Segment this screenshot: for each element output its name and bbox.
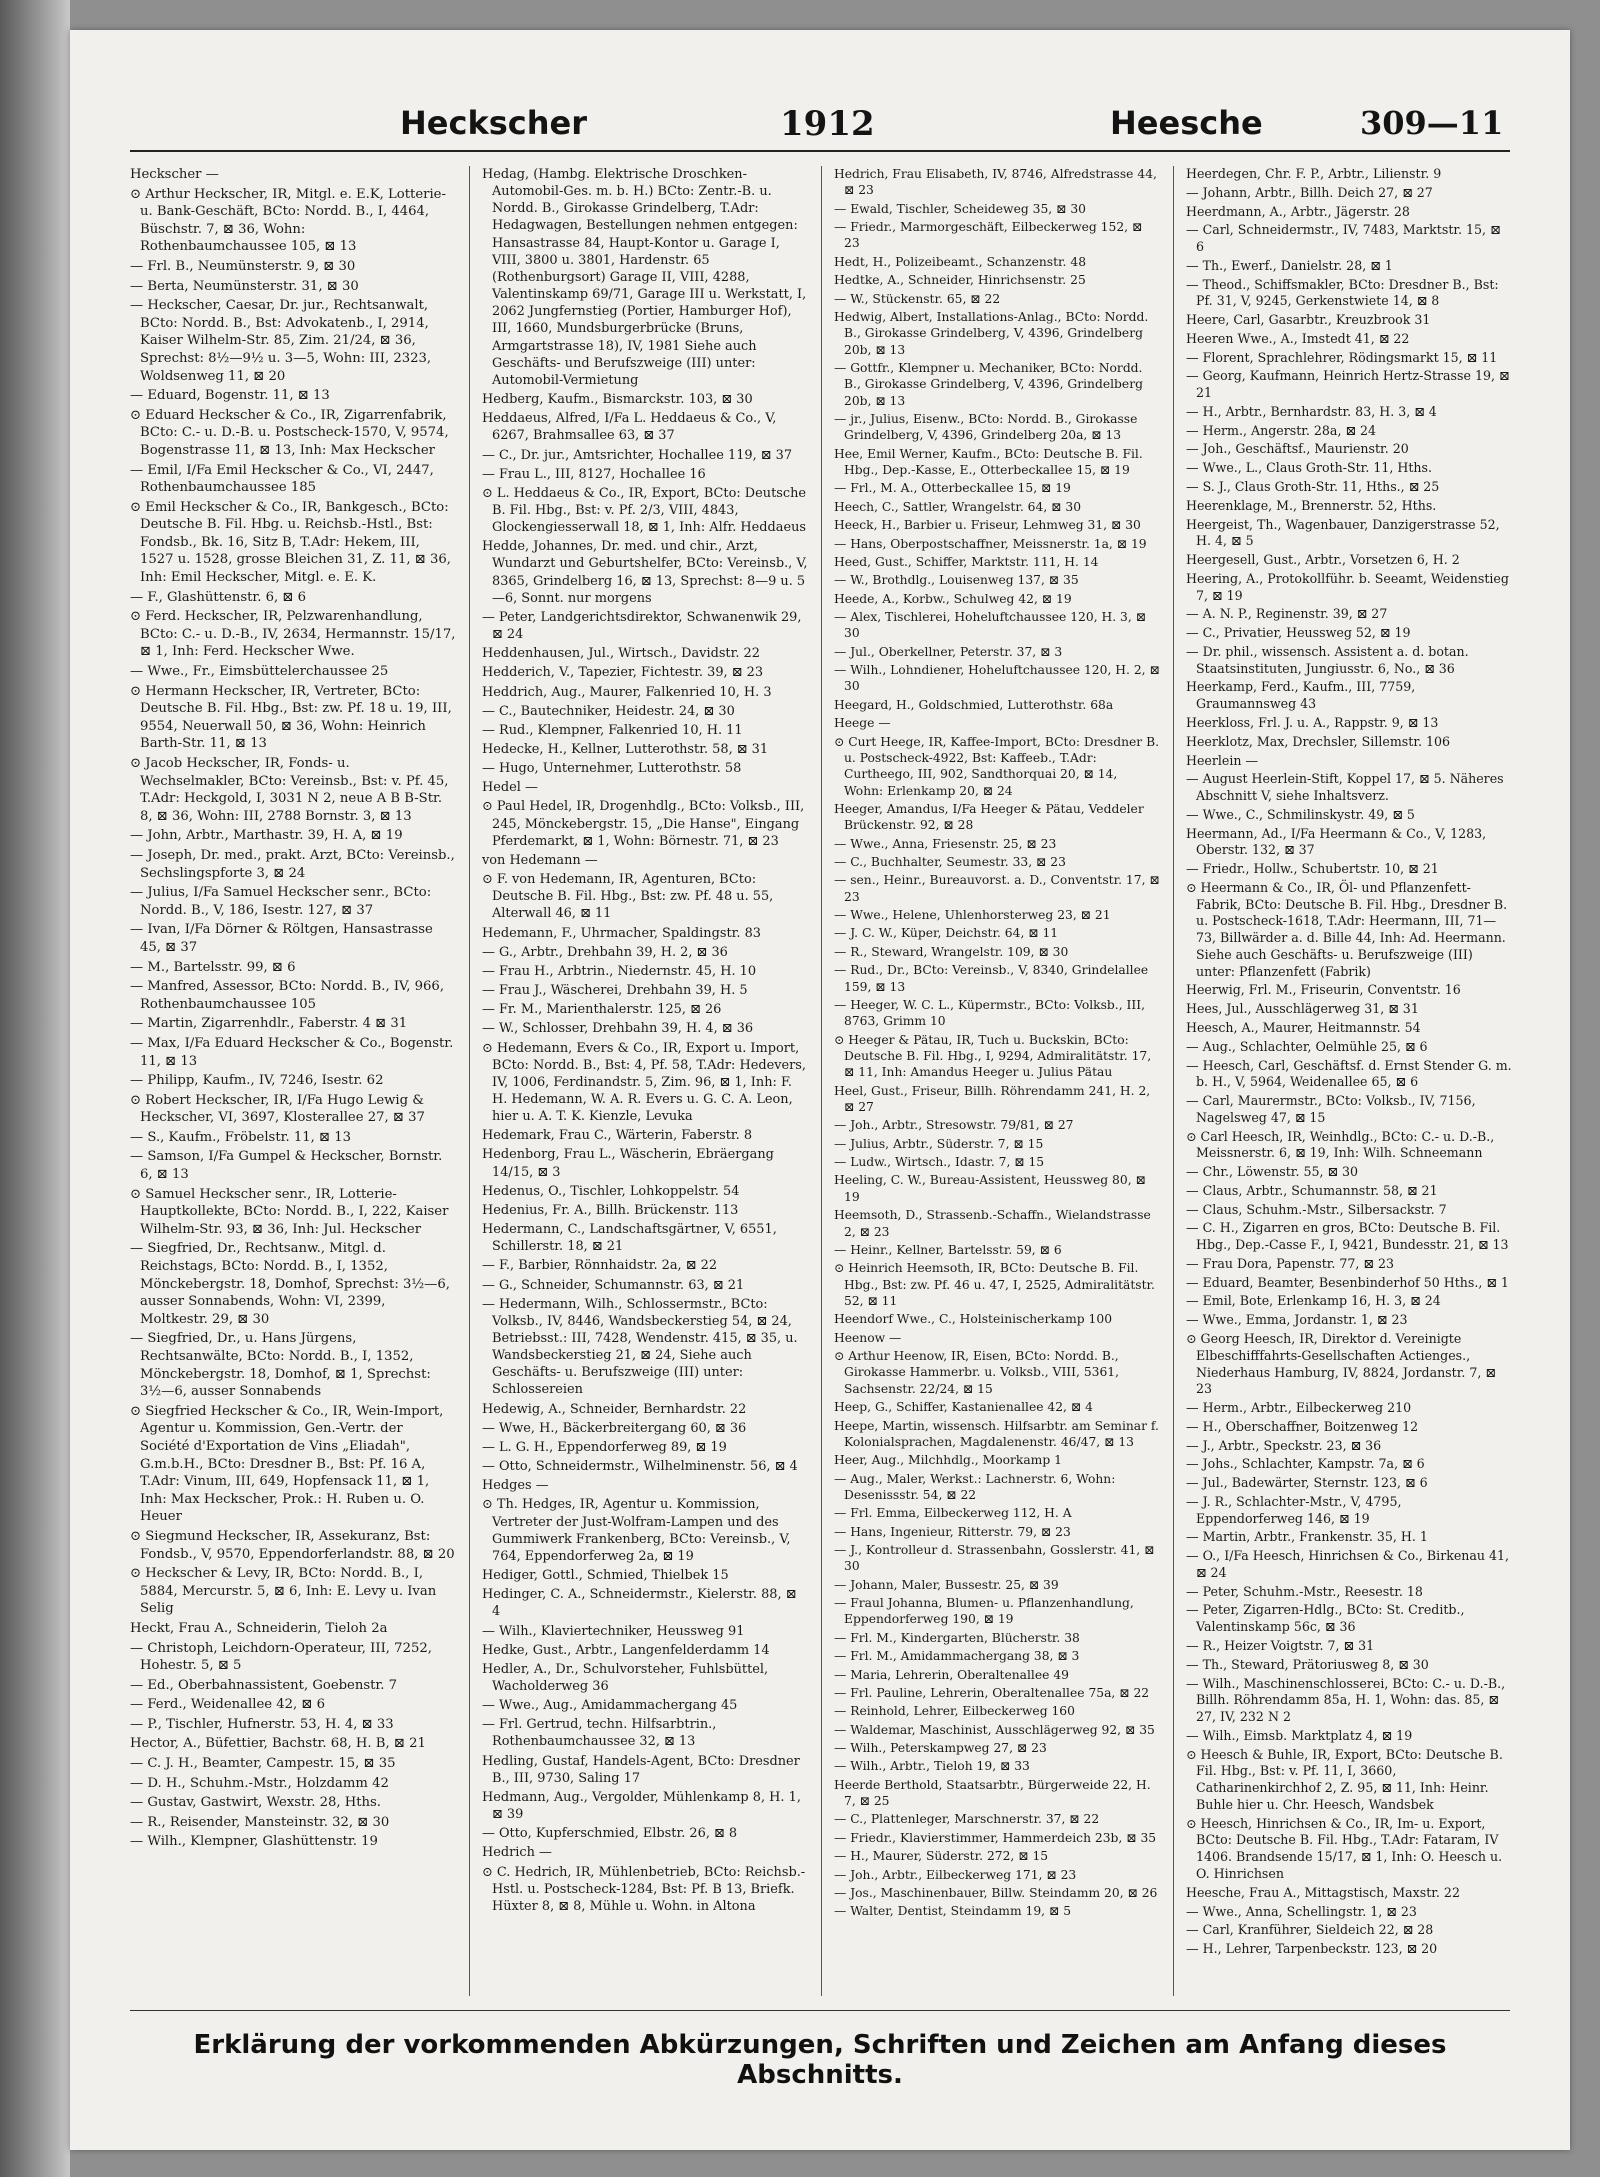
column-3 bbox=[834, 166, 1160, 1996]
directory-entry: — C., Privatier, Heussweg 52, ⊠ 19 bbox=[1186, 625, 1411, 641]
directory-entry: Hedewig, A., Schneider, Bernhardstr. 22 bbox=[482, 1401, 747, 1417]
directory-entry: Hedke, Gust., Arbtr., Langenfelderdamm 14 bbox=[482, 1642, 770, 1658]
directory-entry: Heerkamp, Ferd., Kaufm., III, 7759, Graumannsweg 43 bbox=[1186, 679, 1416, 712]
directory-entry: Heech, C., Sattler, Wrangelstr. 64, ⊠ 30 bbox=[834, 499, 1082, 514]
directory-entry: — Heeger, W. C. L., Küpermstr., BCto: Volksb., III, 8763, Grimm 10 bbox=[834, 997, 1145, 1029]
directory-entry: Heddenhausen, Jul., Wirtsch., Davidstr. 22 bbox=[482, 646, 760, 662]
directory-entry: — C., Buchhalter, Seumestr. 33, ⊠ 23 bbox=[834, 855, 1066, 870]
directory-entry: ⊙ Curt Heege, IR, Kaffee-Import, BCto: Dresdner B. u. Postscheck-4922, Bst: Kaffeeb., T.Adr: Curtheego, III, 902, Sandthorquai 20, ⊠ 14, Wohn: Erlenkamp 20, ⊠ 24 bbox=[834, 734, 1160, 798]
directory-entry: Heere, Carl, Gasarbtr., Kreuzbrook 31 bbox=[1186, 312, 1431, 328]
directory-entry: Hedmann, Aug., Vergolder, Mühlenkamp 8, H. 1, ⊠ 39 bbox=[482, 1789, 801, 1823]
directory-entry: — John, Arbtr., Marthastr. 39, H. A, ⊠ 19 bbox=[130, 828, 403, 844]
directory-entry: — F., Barbier, Rönnhaidstr. 2a, ⊠ 22 bbox=[482, 1258, 718, 1274]
directory-entry: — Frl. Pauline, Lehrerin, Oberaltenallee 75a, ⊠ 22 bbox=[834, 1685, 1150, 1700]
directory-entry: — Martin, Zigarrenhdlr., Faberstr. 4 ⊠ 31 bbox=[130, 1016, 408, 1032]
directory-entry: — J., Arbtr., Speckstr. 23, ⊠ 36 bbox=[1186, 1437, 1382, 1453]
directory-entry: Heel, Gust., Friseur, Billh. Röhrendamm 241, H. 2, ⊠ 27 bbox=[834, 1083, 1151, 1115]
directory-entry: — sen., Heinr., Bureauvorst. a. D., Conventstr. 17, ⊠ 23 bbox=[834, 873, 1160, 904]
directory-entry: — Frau L., III, 8127, Hochallee 16 bbox=[482, 466, 706, 482]
directory-entry: ⊙ Emil Heckscher & Co., IR, Bankgesch., BCto: Deutsche B. Fil. Hbg. u. Reichsb.-Hstl., Bst: Fondsb., Bk. 16, Sitz B, T.Adr: Hekem, III, 1527 u. 1528, grosse Bleichen 31, Z. 11, ⊠ 36, Inh: Emil Heckscher, Mitgl. e. E. K. bbox=[130, 499, 451, 586]
directory-entry: Heeck, H., Barbier u. Friseur, Lehmweg 31, ⊠ 30 bbox=[834, 518, 1141, 533]
directory-entry: — Hans, Ingenieur, Ritterstr. 79, ⊠ 23 bbox=[834, 1524, 1071, 1539]
directory-entry: — Fraul Johanna, Blumen- u. Pflanzenhandlung, Eppendorferweg 190, ⊠ 19 bbox=[834, 1596, 1134, 1627]
directory-entry: Heering, A., Protokollführ. b. Seeamt, Weidenstieg 7, ⊠ 19 bbox=[1186, 570, 1509, 603]
directory-entry: Heemsoth, D., Strassenb.-Schaffn., Wielandstrasse 2, ⊠ 23 bbox=[834, 1208, 1151, 1239]
header-left-keyword: Heckscher bbox=[400, 104, 588, 142]
directory-entry: Heesche, Frau A., Mittagstisch, Maxstr. 22 bbox=[1186, 1884, 1460, 1900]
directory-entry: Hedemark, Frau C., Wärterin, Faberstr. 8 bbox=[482, 1128, 753, 1144]
directory-entry: — H., Maurer, Süderstr. 272, ⊠ 15 bbox=[834, 1849, 1049, 1864]
directory-entry: — G., Schneider, Schumannstr. 63, ⊠ 21 bbox=[482, 1277, 745, 1293]
directory-entry: — Heckscher, Caesar, Dr. jur., Rechtsanwalt, BCto: Nordd. B., Bst: Advokatenb., I, 2914, Kaiser Wilhelm-Str. 85, Zim. 21/24, ⊠ 36, Sprechst: 8½—9½ u. 3—5, Wohn: III, 2323, Woldsenweg 11, ⊠ 20 bbox=[130, 298, 432, 384]
directory-entry: ⊙ Heesch, Hinrichsen & Co., IR, Im- u. Export, BCto: Deutsche B. Fil. Hbg., T.Adr: Fataram, IV 1406. Brandsende 15/17, ⊠ 1, Inh: O. Heesch u. O. Hinrichsen bbox=[1186, 1815, 1503, 1881]
directory-entry: — C., Bautechniker, Heidestr. 24, ⊠ 30 bbox=[482, 703, 735, 719]
directory-entry: — Frl. Gertrud, techn. Hilfsarbtrin., Rothenbaumchaussee 32, ⊠ 13 bbox=[482, 1717, 717, 1750]
column-4 bbox=[1186, 166, 1512, 1996]
directory-entry: — Wwe., Fr., Eimsbüttelerchaussee 25 bbox=[130, 664, 389, 680]
directory-entry: — Julius, Arbtr., Süderstr. 7, ⊠ 15 bbox=[834, 1136, 1044, 1151]
directory-entry: — Wilh., Klempner, Glashüttenstr. 19 bbox=[130, 1834, 378, 1850]
directory-entry: Heerdegen, Chr. F. P., Arbtr., Lilienstr. 9 bbox=[1186, 166, 1442, 181]
directory-entry: — Wilh., Lohndiener, Hoheluftchaussee 120, H. 2, ⊠ 30 bbox=[834, 663, 1160, 694]
directory-entry: — R., Reisender, Mansteinstr. 32, ⊠ 30 bbox=[130, 1814, 390, 1830]
directory-entry: — H., Oberschaffner, Boitzenweg 12 bbox=[1186, 1418, 1419, 1434]
directory-entry: — Friedr., Hollw., Schubertstr. 10, ⊠ 21 bbox=[1186, 861, 1439, 877]
directory-entry: — Wwe., L., Claus Groth-Str. 11, Hths. bbox=[1186, 460, 1432, 476]
directory-entry: Hedenborg, Frau L., Wäscherin, Ebräergang 14/15, ⊠ 3 bbox=[482, 1147, 774, 1180]
directory-entry: Heeren Wwe., A., Imstedt 41, ⊠ 22 bbox=[1186, 330, 1410, 346]
directory-entry: Hedler, A., Dr., Schulvorsteher, Fuhlsbüttel, Wacholderweg 36 bbox=[482, 1661, 769, 1694]
directory-entry: — jr., Julius, Eisenw., BCto: Nordd. B., Girokasse Grindelberg, V, 4396, Grindelberg 20a, ⊠ 13 bbox=[834, 412, 1138, 443]
directory-entry: ⊙ Siegmund Heckscher, IR, Assekuranz, Bst: Fondsb., V, 9570, Eppendorferlandstr. 88, ⊠ 20 bbox=[130, 1528, 455, 1562]
directory-entry: — H., Arbtr., Bernhardstr. 83, H. 3, ⊠ 4 bbox=[1186, 403, 1437, 419]
directory-entry: — Carl, Kranführer, Sieldeich 22, ⊠ 28 bbox=[1186, 1922, 1434, 1938]
directory-entry: ⊙ Heckscher & Levy, IR, BCto: Nordd. B., I, 5884, Mercurstr. 5, ⊠ 6, Inh: E. Levy u. Ivan Selig bbox=[130, 1566, 437, 1617]
directory-entry: — J., Kontrolleur d. Strassenbahn, Gosslerstr. 41, ⊠ 30 bbox=[834, 1543, 1155, 1574]
directory-entry: ⊙ Carl Heesch, IR, Weinhdlg., BCto: C.- u. D.-B., Meissnerstr. 6, ⊠ 19, Inh: Wilh. Schneemann bbox=[1186, 1128, 1495, 1161]
directory-entry: — Florent, Sprachlehrer, Rödingsmarkt 15, ⊠ 11 bbox=[1186, 349, 1498, 365]
directory-entry: — L. G. H., Eppendorferweg 89, ⊠ 19 bbox=[482, 1439, 727, 1455]
directory-entry: — Manfred, Assessor, BCto: Nordd. B., IV, 966, Rothenbaumchaussee 105 bbox=[130, 979, 445, 1012]
directory-entry: — D. H., Schuhm.-Mstr., Holzdamm 42 bbox=[130, 1775, 389, 1791]
directory-entry: — R., Heizer Voigtstr. 7, ⊠ 31 bbox=[1186, 1638, 1375, 1654]
directory-entry: — Reinhold, Lehrer, Eilbeckerweg 160 bbox=[834, 1704, 1075, 1719]
directory-entry: — Aug., Schlachter, Oelmühle 25, ⊠ 6 bbox=[1186, 1038, 1428, 1054]
directory-entry: — Johann, Arbtr., Billh. Deich 27, ⊠ 27 bbox=[1186, 184, 1433, 200]
directory-entry: Hedderich, V., Tapezier, Fichtestr. 39, ⊠ 23 bbox=[482, 665, 764, 681]
directory-entry: — Frl. M., Kindergarten, Blücherstr. 38 bbox=[834, 1630, 1080, 1645]
directory-entry: — W., Stückenstr. 65, ⊠ 22 bbox=[834, 291, 1001, 306]
directory-entry: Hedrich, Frau Elisabeth, IV, 8746, Alfredstrasse 44, ⊠ 23 bbox=[834, 167, 1157, 198]
directory-entry: — Maria, Lehrerin, Oberaltenallee 49 bbox=[834, 1667, 1069, 1682]
directory-entry: — Th., Steward, Prätoriusweg 8, ⊠ 30 bbox=[1186, 1656, 1429, 1672]
directory-entry: Heerwig, Frl. M., Friseurin, Conventstr. 16 bbox=[1186, 982, 1461, 998]
directory-entry: — Hedermann, Wilh., Schlossermstr., BCto: Volksb., IV, 8446, Wandsbeckerstieg 54, ⊠ 24, Betriebsst.: III, 7428, Wendenstr. 415, ⊠ 35, u. Wandsbeckerstieg 21, ⊠ 24, Siehe auch Geschäfts- u. Berufszweige (III) unter: Schlossereien bbox=[482, 1296, 798, 1398]
directory-entry: — Wilh., Eimsb. Marktplatz 4, ⊠ 19 bbox=[1186, 1727, 1413, 1743]
directory-entry: Heerdmann, A., Arbtr., Jägerstr. 28 bbox=[1186, 203, 1410, 219]
directory-entry: — Ewald, Tischler, Scheideweg 35, ⊠ 30 bbox=[834, 201, 1086, 216]
directory-entry: ⊙ L. Heddaeus & Co., IR, Export, BCto: Deutsche B. Fil. Hbg., Bst: v. Pf. 2/3, VIII, 4843, Glockengiesserwall 18, ⊠ 1, Inh: Alfr. Heddaeus bbox=[482, 485, 807, 536]
directory-entry: Heede, A., Korbw., Schulweg 42, ⊠ 19 bbox=[834, 591, 1072, 606]
directory-entry: — Wilh., Klaviertechniker, Heussweg 91 bbox=[482, 1623, 745, 1639]
directory-entry: — Emil, I/Fa Emil Heckscher & Co., VI, 2447, Rothenbaumchaussee 185 bbox=[130, 462, 434, 496]
directory-entry: — Frl. M., Amidammachergang 38, ⊠ 3 bbox=[834, 1649, 1080, 1664]
directory-entry: Heepe, Martin, wissensch. Hilfsarbtr. am Seminar f. Kolonialsprachen, Magdalenenstr. 46/47, ⊠ 13 bbox=[834, 1418, 1159, 1449]
directory-entry: — Claus, Schuhm.-Mstr., Silbersackstr. 7 bbox=[1186, 1201, 1447, 1217]
directory-entry: — Frl., M. A., Otterbeckallee 15, ⊠ 19 bbox=[834, 481, 1071, 496]
directory-entry: — J. R., Schlachter-Mstr., V, 4795, Eppendorferweg 146, ⊠ 19 bbox=[1186, 1493, 1402, 1526]
footer-rule bbox=[130, 2010, 1510, 2011]
directory-entry: — Gustav, Gastwirt, Wexstr. 28, Hths. bbox=[130, 1795, 382, 1811]
directory-entry: — Heinr., Kellner, Bartelsstr. 59, ⊠ 6 bbox=[834, 1242, 1062, 1257]
directory-entry: Heege — bbox=[834, 716, 891, 731]
directory-entry: — Wilh., Peterskampweg 27, ⊠ 23 bbox=[834, 1740, 1047, 1755]
directory-entry: — Dr. phil., wissensch. Assistent a. d. botan. Staatsinstituten, Jungiusstr. 6, No., ⊠ 36 bbox=[1186, 643, 1469, 676]
directory-entry: Hector, A., Büfettier, Bachstr. 68, H. B, ⊠ 21 bbox=[130, 1736, 426, 1752]
directory-entry: Heddrich, Aug., Maurer, Falkenried 10, H. 3 bbox=[482, 684, 772, 700]
directory-entry: — P., Tischler, Hufnerstr. 53, H. 4, ⊠ 33 bbox=[130, 1716, 394, 1732]
directory-entry: — Joseph, Dr. med., prakt. Arzt, BCto: Vereinsb., Sechslingspforte 3, ⊠ 24 bbox=[130, 847, 455, 881]
directory-entry: — Friedr., Marmorgeschäft, Eilbeckerweg 152, ⊠ 23 bbox=[834, 220, 1143, 251]
directory-entry: Heenow — bbox=[834, 1330, 902, 1345]
directory-entry: Heddaeus, Alfred, I/Fa L. Heddaeus & Co., V, 6267, Brahmsallee 63, ⊠ 37 bbox=[482, 411, 777, 444]
directory-entry: Hedges — bbox=[482, 1478, 549, 1494]
directory-entry: — Gottfr., Klempner u. Mechaniker, BCto: Nordd. B., Girokasse Grindelberg, V, 4396, Grindelberg 20b, ⊠ 13 bbox=[834, 360, 1143, 408]
column-divider bbox=[469, 166, 470, 1996]
directory-entry: — Otto, Schneidermstr., Wilhelminenstr. 56, ⊠ 4 bbox=[482, 1459, 798, 1475]
directory-entry: Hedtke, A., Schneider, Hinrichsenstr. 25 bbox=[834, 273, 1086, 288]
directory-entry: Heep, G., Schiffer, Kastanienallee 42, ⊠ 4 bbox=[834, 1400, 1093, 1415]
directory-entry: — Max, I/Fa Eduard Heckscher & Co., Bogenstr. 11, ⊠ 13 bbox=[130, 1035, 454, 1069]
directory-entry: ⊙ Hedemann, Evers & Co., IR, Export u. Import, BCto: Nordd. B., Bst: 4, Pf. 58, T.Adr: Hedevers, IV, 1006, Ferdinandstr. 5, Zim. 96, ⊠ 1, Inh: F. H. Hedemann, W. A. R. Evers u. G. C. A. Leon, hier u. A. T. K. Kienzle, Levuka bbox=[482, 1040, 807, 1125]
directory-entry: Heermann, Ad., I/Fa Heermann & Co., V, 1283, Oberstr. 132, ⊠ 37 bbox=[1186, 825, 1487, 858]
directory-entry: — Johann, Maler, Bussestr. 25, ⊠ 39 bbox=[834, 1577, 1059, 1592]
directory-entry: Hedenius, Fr. A., Billh. Brückenstr. 113 bbox=[482, 1202, 739, 1218]
directory-entry: — Frl. Emma, Eilbeckerweg 112, H. A bbox=[834, 1506, 1072, 1521]
directory-entry: Hedag, (Hambg. Elektrische Droschken-Automobil-Ges. m. b. H.) BCto: Zentr.-B. u. Nordd. B., Girokasse Grindelberg, T.Adr: Hedagwagen, Bestellungen nehmen entgegen: Hansastrasse 84, Haupt-Kontor u. Garage I, VIII, 3800 u. 3801, Hardenstr. 65 (Rothenburgsort) Garage II, VIII, 4288, Valentinskamp 69/71, Garage III u. Werkstatt, I, 2062 Jungfernstieg (Portier, Hamburger Hof), III, 1660, Mundsburgerbrücke (Bruns, Armgartstrasse 18), IV, 1981 Siehe auch Geschäfts- und Berufszweige (III) unter: Automobil-Vermietung bbox=[482, 167, 807, 388]
directory-entry: — S., Kaufm., Fröbelstr. 11, ⊠ 13 bbox=[130, 1129, 352, 1145]
header-page-number: 309—11 bbox=[1360, 104, 1504, 142]
directory-entry: — A. N. P., Reginenstr. 39, ⊠ 27 bbox=[1186, 606, 1388, 622]
directory-entry: — Emil, Bote, Erlenkamp 16, H. 3, ⊠ 24 bbox=[1186, 1293, 1441, 1309]
directory-entry: — Wwe., Anna, Schellingstr. 1, ⊠ 23 bbox=[1186, 1903, 1417, 1919]
directory-entry: — Waldemar, Maschinist, Ausschlägerweg 92, ⊠ 35 bbox=[834, 1722, 1155, 1737]
directory-entry: — Eduard, Bogenstr. 11, ⊠ 13 bbox=[130, 388, 330, 404]
directory-entry: — R., Steward, Wrangelstr. 109, ⊠ 30 bbox=[834, 944, 1069, 959]
footer-note: Erklärung der vorkommenden Abkürzungen, Schriften und Zeichen am Anfang dieses Abschnitts. bbox=[193, 2030, 1447, 2090]
directory-entry: — Peter, Zigarren-Hdlg., BCto: St. Creditb., Valentinskamp 56c, ⊠ 36 bbox=[1186, 1602, 1465, 1635]
directory-entry: — Joh., Arbtr., Stresowstr. 79/81, ⊠ 27 bbox=[834, 1118, 1074, 1133]
directory-entry: — Peter, Schuhm.-Mstr., Reesestr. 18 bbox=[1186, 1583, 1423, 1599]
directory-entry: ⊙ Heermann & Co., IR, Öl- und Pflanzenfett-Fabrik, BCto: Deutsche B. Fil. Hbg., Dresdner B. u. Postscheck-1618, T.Adr: Heermann, III, 71—73, Billwärder a. d. Bille 44, Inh: Ad. Heermann. Siehe auch Geschäfts- u. Berufszweige (III) unter: Pflanzenfett (Fabrik) bbox=[1186, 879, 1508, 979]
directory-entry: — Ferd., Weidenallee 42, ⊠ 6 bbox=[130, 1697, 326, 1713]
directory-entry: Heeling, C. W., Bureau-Assistent, Heussweg 80, ⊠ 19 bbox=[834, 1173, 1146, 1204]
directory-entry: ⊙ Jacob Heckscher, IR, Fonds- u. Wechselmakler, BCto: Vereinsb., Bst: v. Pf. 45, T.Adr: Heckgold, I, 3031 N 2, neue A B B-Str. 8, ⊠ 36, Wohn: III, 2788 Bornstr. 3, ⊠ 13 bbox=[130, 756, 449, 824]
directory-entry: Heergeist, Th., Wagenbauer, Danzigerstrasse 52, H. 4, ⊠ 5 bbox=[1186, 516, 1500, 549]
directory-entry: Hedling, Gustaf, Handels-Agent, BCto: Dresdner B., III, 9730, Saling 17 bbox=[482, 1753, 800, 1786]
directory-entry: — S. J., Claus Groth-Str. 11, Hths., ⊠ 25 bbox=[1186, 479, 1440, 495]
directory-entry: Hee, Emil Werner, Kaufm., BCto: Deutsche B. Fil. Hbg., Dep.-Kasse, E., Otterbeckallee 15, ⊠ 19 bbox=[834, 446, 1143, 478]
directory-entry: — Joh., Geschäftsf., Maurienstr. 20 bbox=[1186, 441, 1409, 457]
directory-entry: ⊙ Heesch & Buhle, IR, Export, BCto: Deutsche B. Fil. Hbg., Bst: v. Pf. 11, I, 3660, Catharinenkirchhof 2, Z. 95, ⊠ 11, Inh: Heinr. Buhle hier u. Chr. Heesch, Wandsbek bbox=[1186, 1746, 1503, 1812]
directory-entry: — Wilh., Maschinenschlosserei, BCto: C.- u. D.-B., Billh. Röhrendamm 85a, H. 1, Wohn: das. 85, ⊠ 27, IV, 232 N 2 bbox=[1186, 1675, 1506, 1725]
directory-entry: — Rud., Dr., BCto: Vereinsb., V, 8340, Grindelallee 159, ⊠ 13 bbox=[834, 963, 1149, 994]
directory-entry: ⊙ Siegfried Heckscher & Co., IR, Wein-Import, Agentur u. Kommission, Gen.-Vertr. der Société d'Exportation de Vins „Eliadah", G.m.b.H., BCto: Dresdner B., Bst: Pf. 16 A, T.Adr: Vinum, III, 649, Hopfensack 11, ⊠ 1, Inh: Max Heckscher, Prok.: H. Ruben u. O. Heuer bbox=[130, 1403, 444, 1525]
directory-entry: Heed, Gust., Schiffer, Marktstr. 111, H. 14 bbox=[834, 554, 1099, 569]
directory-entry: — Hans, Oberpostschaffner, Meissnerstr. 1a, ⊠ 19 bbox=[834, 536, 1147, 551]
directory-entry: ⊙ C. Hedrich, IR, Mühlenbetrieb, BCto: Reichsb.-Hstl. u. Postscheck-1284, Bst: Pf. B 13, Briefk. Hüxter 8, ⊠ 8, Mühle u. Wohn. in Altona bbox=[482, 1864, 806, 1914]
directory-entry: Hedwig, Albert, Installations-Anlag., BCto: Nordd. B., Girokasse Grindelberg, V, 4396, Grindelberg 20b, ⊠ 13 bbox=[834, 309, 1149, 357]
directory-entry: — Carl, Maurermstr., BCto: Volksb., IV, 7156, Nagelsweg 47, ⊠ 15 bbox=[1186, 1093, 1476, 1125]
directory-entry: ⊙ Samuel Heckscher senr., IR, Lotterie-Hauptkollekte, BCto: Nordd. B., I, 222, Kaiser Wilhelm-Str. 93, ⊠ 36, Inh: Jul. Heckscher bbox=[130, 1186, 449, 1237]
directory-entry: — Joh., Arbtr., Eilbeckerweg 171, ⊠ 23 bbox=[834, 1867, 1077, 1882]
directory-entry: — Frau Dora, Papenstr. 77, ⊠ 23 bbox=[1186, 1255, 1395, 1271]
directory-entry: Hedde, Johannes, Dr. med. und chir., Arzt, Wundarzt und Geburtshelfer, BCto: Vereinsb., V, 8365, Grindelberg 16, ⊠ 13, Sprechst: 8—9 u. 5—6, Sonnt. nur morgens bbox=[482, 539, 808, 606]
directory-entry: Heer, Aug., Milchhdlg., Moorkamp 1 bbox=[834, 1453, 1062, 1468]
running-head bbox=[70, 30, 1570, 144]
column-divider bbox=[821, 166, 822, 1996]
directory-entry: Hedberg, Kaufm., Bismarckstr. 103, ⊠ 30 bbox=[482, 392, 753, 408]
directory-entry: ⊙ Ferd. Heckscher, IR, Pelzwarenhandlung, BCto: C.- u. D.-B., IV, 2634, Hermannstr. 15/17, ⊠ 1, Inh: Ferd. Heckscher Wwe. bbox=[130, 609, 456, 660]
directory-entry: — Theod., Schiffsmakler, BCto: Dresdner B., Bst: Pf. 31, V, 9245, Gerkenstwiete 14, ⊠ 8 bbox=[1186, 276, 1499, 309]
directory-entry: — Wwe., Emma, Jordanstr. 1, ⊠ 23 bbox=[1186, 1312, 1408, 1328]
directory-entry: ⊙ Paul Hedel, IR, Drogenhdlg., BCto: Volksb., III, 245, Mönckebergstr. 15, „Die Hanse", Eingang Pferdemarkt, ⊠ 1, Wohn: Börnestr. 71, ⊠ 23 bbox=[482, 799, 805, 849]
directory-entry: — W., Schlosser, Drehbahn 39, H. 4, ⊠ 36 bbox=[482, 1021, 754, 1037]
column-1 bbox=[130, 166, 456, 1996]
directory-entry: — G., Arbtr., Drehbahn 39, H. 2, ⊠ 36 bbox=[482, 944, 728, 960]
header-year: 1912 bbox=[780, 104, 875, 144]
directory-entry: Heendorf Wwe., C., Holsteinischerkamp 100 bbox=[834, 1312, 1113, 1327]
directory-entry: — Walter, Dentist, Steindamm 19, ⊠ 5 bbox=[834, 1904, 1072, 1919]
directory-entry: Heesch, A., Maurer, Heitmannstr. 54 bbox=[1186, 1019, 1421, 1035]
directory-entry: Hedenus, O., Tischler, Lohkoppelstr. 54 bbox=[482, 1183, 740, 1199]
directory-entry: — Wilh., Arbtr., Tieloh 19, ⊠ 33 bbox=[834, 1759, 1030, 1774]
header-rule bbox=[130, 150, 1510, 152]
directory-entry: — Friedr., Klavierstimmer, Hammerdeich 23b, ⊠ 35 bbox=[834, 1830, 1157, 1845]
directory-entry: Hediger, Gottl., Schmied, Thielbek 15 bbox=[482, 1568, 729, 1584]
directory-entry: Hedemann, F., Uhrmacher, Spaldingstr. 83 bbox=[482, 925, 761, 941]
directory-entry: — Carl, Schneidermstr., IV, 7483, Marktstr. 15, ⊠ 6 bbox=[1186, 222, 1501, 255]
directory-entry: ⊙ Eduard Heckscher & Co., IR, Zigarrenfabrik, BCto: C.- u. D.-B. u. Postscheck-1570, V, 9574, Bogenstrasse 11, ⊠ 13, Inh: Max Heckscher bbox=[130, 407, 449, 458]
directory-entry: — Berta, Neumünsterstr. 31, ⊠ 30 bbox=[130, 278, 359, 294]
directory-entry: — Th., Ewerf., Danielstr. 28, ⊠ 1 bbox=[1186, 257, 1393, 273]
directory-entry: Heerklotz, Max, Drechsler, Sillemstr. 106 bbox=[1186, 733, 1450, 749]
directory-entry: — Jul., Badewärter, Sternstr. 123, ⊠ 6 bbox=[1186, 1475, 1428, 1491]
directory-entry: — Herm., Angerstr. 28a, ⊠ 24 bbox=[1186, 422, 1377, 438]
directory-entry: — C. J. H., Beamter, Campestr. 15, ⊠ 35 bbox=[130, 1756, 396, 1772]
directory-entry: — Wwe., Aug., Amidammachergang 45 bbox=[482, 1698, 738, 1714]
header-right-keyword: Heesche bbox=[1110, 104, 1263, 142]
directory-entry: — Jul., Oberkellner, Peterstr. 37, ⊠ 3 bbox=[834, 644, 1063, 659]
directory-entry: — Martin, Arbtr., Frankenstr. 35, H. 1 bbox=[1186, 1529, 1428, 1545]
directory-entry: — Fr. M., Marienthalerstr. 125, ⊠ 26 bbox=[482, 1002, 722, 1018]
column-divider bbox=[1173, 166, 1174, 1996]
directory-entry: — Chr., Löwenstr. 55, ⊠ 30 bbox=[1186, 1164, 1359, 1180]
directory-entry: — Otto, Kupferschmied, Elbstr. 26, ⊠ 8 bbox=[482, 1826, 738, 1842]
directory-entry: Hedermann, C., Landschaftsgärtner, V, 6551, Schillerstr. 18, ⊠ 21 bbox=[482, 1222, 777, 1255]
directory-entry: — C., Plattenleger, Marschnerstr. 37, ⊠ 22 bbox=[834, 1812, 1100, 1827]
directory-entry: — Rud., Klempner, Falkenried 10, H. 11 bbox=[482, 722, 743, 738]
directory-entry: — C. H., Zigarren en gros, BCto: Deutsche B. Fil. Hbg., Dep.-Casse F., I, 9421, Bundesstr. 21, ⊠ 13 bbox=[1186, 1220, 1509, 1253]
directory-entry: — August Heerlein-Stift, Koppel 17, ⊠ 5. Näheres Abschnitt V, siehe Inhaltsverz. bbox=[1186, 771, 1504, 804]
directory-entry: — Hugo, Unternehmer, Lutterothstr. 58 bbox=[482, 761, 742, 777]
directory-entry: — Jos., Maschinenbauer, Billw. Steindamm 20, ⊠ 26 bbox=[834, 1885, 1158, 1900]
directory-entry: — H., Lehrer, Tarpenbeckstr. 123, ⊠ 20 bbox=[1186, 1941, 1438, 1957]
directory-entry: ⊙ Heinrich Heemsoth, IR, BCto: Deutsche B. Fil. Hbg., Bst: zw. Pf. 46 u. 47, I, 2525, Admiralitätstr. 52, ⊠ 11 bbox=[834, 1261, 1155, 1308]
directory-entry: Hees, Jul., Ausschlägerweg 31, ⊠ 31 bbox=[1186, 1001, 1419, 1017]
directory-entry: — F., Glashüttenstr. 6, ⊠ 6 bbox=[130, 589, 307, 605]
directory-entry: — W., Brothdlg., Louisenweg 137, ⊠ 35 bbox=[834, 573, 1079, 588]
directory-entry: — Siegfried, Dr., u. Hans Jürgens, Rechtsanwälte, BCto: Nordd. B., I, 1352, Mönckebergstr. 18, Domhof, ⊠ 1, Sprechst: 3½—6, ausser Sonnabends bbox=[130, 1331, 431, 1400]
directory-page bbox=[70, 30, 1570, 2150]
directory-entry: — Wwe., Helene, Uhlenhorsterweg 23, ⊠ 21 bbox=[834, 908, 1111, 923]
directory-entry: — Alex, Tischlerei, Hoheluftchaussee 120, H. 3, ⊠ 30 bbox=[834, 609, 1147, 641]
directory-entry: — Heesch, Carl, Geschäftsf. d. Ernst Stender G. m. b. H., V, 5964, Weidenallee 65, ⊠ 6 bbox=[1186, 1057, 1512, 1090]
directory-entry: ⊙ Th. Hedges, IR, Agentur u. Kommission, Vertreter der Just-Wolfram-Lampen und des Gummiwerk Frankenberg, BCto: Vereinsb., V, 764, Eppendorferweg 2a, ⊠ 19 bbox=[482, 1497, 791, 1564]
directory-entry: Hedt, H., Polizeibeamt., Schanzenstr. 48 bbox=[834, 254, 1087, 269]
directory-entry: — Ed., Oberbahnassistent, Goebenstr. 7 bbox=[130, 1677, 398, 1693]
directory-entry: Hedinger, C. A., Schneidermstr., Kielerstr. 88, ⊠ 4 bbox=[482, 1587, 797, 1620]
directory-entry: — Ivan, I/Fa Dörner & Röltgen, Hansastrasse 45, ⊠ 37 bbox=[130, 922, 433, 955]
directory-entry: — Frau J., Wäscherei, Drehbahn 39, H. 5 bbox=[482, 983, 748, 999]
directory-entry: Heckt, Frau A., Schneiderin, Tieloh 2a bbox=[130, 1620, 388, 1636]
directory-entry: — Christoph, Leichdorn-Operateur, III, 7252, Hohestr. 5, ⊠ 5 bbox=[130, 1640, 432, 1674]
directory-entry: — Wwe, H., Bäckerbreitergang 60, ⊠ 36 bbox=[482, 1420, 747, 1436]
directory-entry: ⊙ Heeger & Pätau, IR, Tuch u. Buckskin, BCto: Deutsche B. Fil. Hbg., I, 9294, Admiralitätstr. 17, ⊠ 11, Inh: Amandus Heeger u. Julius Pätau bbox=[834, 1032, 1152, 1080]
directory-entry: ⊙ Georg Heesch, IR, Direktor d. Vereinigte Elbeschifffahrts-Gesellschaften Actienges., Niederhaus Hamburg, IV, 8824, Jordanstr. 7, ⊠ 23 bbox=[1186, 1331, 1496, 1397]
directory-entry: — Philipp, Kaufm., IV, 7246, Isestr. 62 bbox=[130, 1073, 384, 1089]
directory-entry: — Ludw., Wirtsch., Idastr. 7, ⊠ 15 bbox=[834, 1155, 1045, 1170]
directory-entry: — M., Bartelsstr. 99, ⊠ 6 bbox=[130, 959, 296, 975]
directory-entry: Heegard, H., Goldschmied, Lutterothstr. 68a bbox=[834, 697, 1114, 712]
directory-entry: — Julius, I/Fa Samuel Heckscher senr., BCto: Nordd. B., V, 186, Isestr. 127, ⊠ 37 bbox=[130, 885, 432, 918]
directory-entry: ⊙ Hermann Heckscher, IR, Vertreter, BCto: Deutsche B. Fil. Hbg., Bst: zw. Pf. 18 u. 19, III, 9554, Neuerwall 50, ⊠ 36, Wohn: Heinrich Barth-Str. 11, ⊠ 13 bbox=[130, 683, 452, 752]
directory-entry: Heergesell, Gust., Arbtr., Vorsetzen 6, H. 2 bbox=[1186, 552, 1460, 568]
directory-entry: — Wwe., C., Schmilinskystr. 49, ⊠ 5 bbox=[1186, 806, 1415, 822]
directory-entry: — J. C. W., Küper, Deichstr. 64, ⊠ 11 bbox=[834, 926, 1059, 941]
directory-entry: — Herm., Arbtr., Eilbeckerweg 210 bbox=[1186, 1400, 1412, 1416]
scan-binding-edge bbox=[0, 0, 70, 2177]
directory-entry: — Aug., Maler, Werkst.: Lachnerstr. 6, Wohn: Desenissstr. 54, ⊠ 22 bbox=[834, 1471, 1116, 1502]
directory-entry: Heeger, Amandus, I/Fa Heeger & Pätau, Veddeler Brückenstr. 92, ⊠ 28 bbox=[834, 801, 1144, 833]
directory-entry: Heckscher — bbox=[130, 167, 219, 182]
directory-entry: — Claus, Arbtr., Schumannstr. 58, ⊠ 21 bbox=[1186, 1182, 1438, 1198]
directory-entry: ⊙ Arthur Heenow, IR, Eisen, BCto: Nordd. B., Girokasse Hammerbr. u. Volksb., VIII, 5361, Sachsenstr. 22/24, ⊠ 15 bbox=[834, 1349, 1120, 1396]
directory-entry: — Wwe., Anna, Friesenstr. 25, ⊠ 23 bbox=[834, 836, 1057, 851]
directory-entry: ⊙ Robert Heckscher, IR, I/Fa Hugo Lewig & Heckscher, VI, 3697, Klosterallee 27, ⊠ 37 bbox=[130, 1092, 425, 1126]
directory-entry: — Frau H., Arbtrin., Niedernstr. 45, H. 10 bbox=[482, 963, 757, 979]
directory-entry: — Georg, Kaufmann, Heinrich Hertz-Strasse 19, ⊠ 21 bbox=[1186, 368, 1510, 401]
directory-entry: — Eduard, Beamter, Besenbinderhof 50 Hths., ⊠ 1 bbox=[1186, 1274, 1509, 1290]
directory-entry: — Samson, I/Fa Gumpel & Heckscher, Bornstr. 6, ⊠ 13 bbox=[130, 1149, 443, 1183]
directory-entry: ⊙ F. von Hedemann, IR, Agenturen, BCto: Deutsche B. Fil. Hbg., Bst: zw. Pf. 48 u. 55, Alterwall 46, ⊠ 11 bbox=[482, 872, 774, 922]
directory-entry: von Hedemann — bbox=[482, 852, 598, 868]
entry-columns bbox=[130, 156, 1510, 2006]
directory-entry: — O., I/Fa Heesch, Hinrichsen & Co., Birkenau 41, ⊠ 24 bbox=[1186, 1548, 1510, 1580]
directory-entry: Hedrich — bbox=[482, 1845, 552, 1861]
directory-entry: — Frl. B., Neumünsterstr. 9, ⊠ 30 bbox=[130, 258, 356, 274]
directory-entry: Hedel — bbox=[482, 780, 538, 796]
directory-entry: Heerenklage, M., Brennerstr. 52, Hths. bbox=[1186, 497, 1437, 513]
directory-entry: Heerlein — bbox=[1186, 752, 1259, 768]
directory-entry: ⊙ Arthur Heckscher, IR, Mitgl. e. E.K, Lotterie- u. Bank-Geschäft, BCto: Nordd. B., I, 4464, Büschstr. 7, ⊠ 36, Wohn: Rothenbaumchaussee 105, ⊠ 13 bbox=[130, 186, 446, 255]
directory-entry: Heerde Berthold, Staatsarbtr., Bürgerweide 22, H. 7, ⊠ 25 bbox=[834, 1777, 1151, 1809]
directory-entry: Heerkloss, Frl. J. u. A., Rappstr. 9, ⊠ 13 bbox=[1186, 714, 1439, 730]
column-2 bbox=[482, 166, 808, 1996]
directory-entry: — C., Dr. jur., Amtsrichter, Hochallee 119, ⊠ 37 bbox=[482, 447, 793, 463]
directory-entry: Hedecke, H., Kellner, Lutterothstr. 58, ⊠ 31 bbox=[482, 742, 769, 757]
directory-entry: — Siegfried, Dr., Rechtsanw., Mitgl. d. Reichstags, BCto: Nordd. B., I, 1352, Mönckebergstr. 18, Domhof, Sprechst: 3½—6, ausser Sonnabends, Wohn: VI, 2399, Moltkestr. 29, ⊠ 30 bbox=[130, 1241, 450, 1327]
directory-entry: — Peter, Landgerichtsdirektor, Schwanenwik 29, ⊠ 24 bbox=[482, 609, 802, 643]
directory-entry: — Johs., Schlachter, Kampstr. 7a, ⊠ 6 bbox=[1186, 1456, 1425, 1472]
